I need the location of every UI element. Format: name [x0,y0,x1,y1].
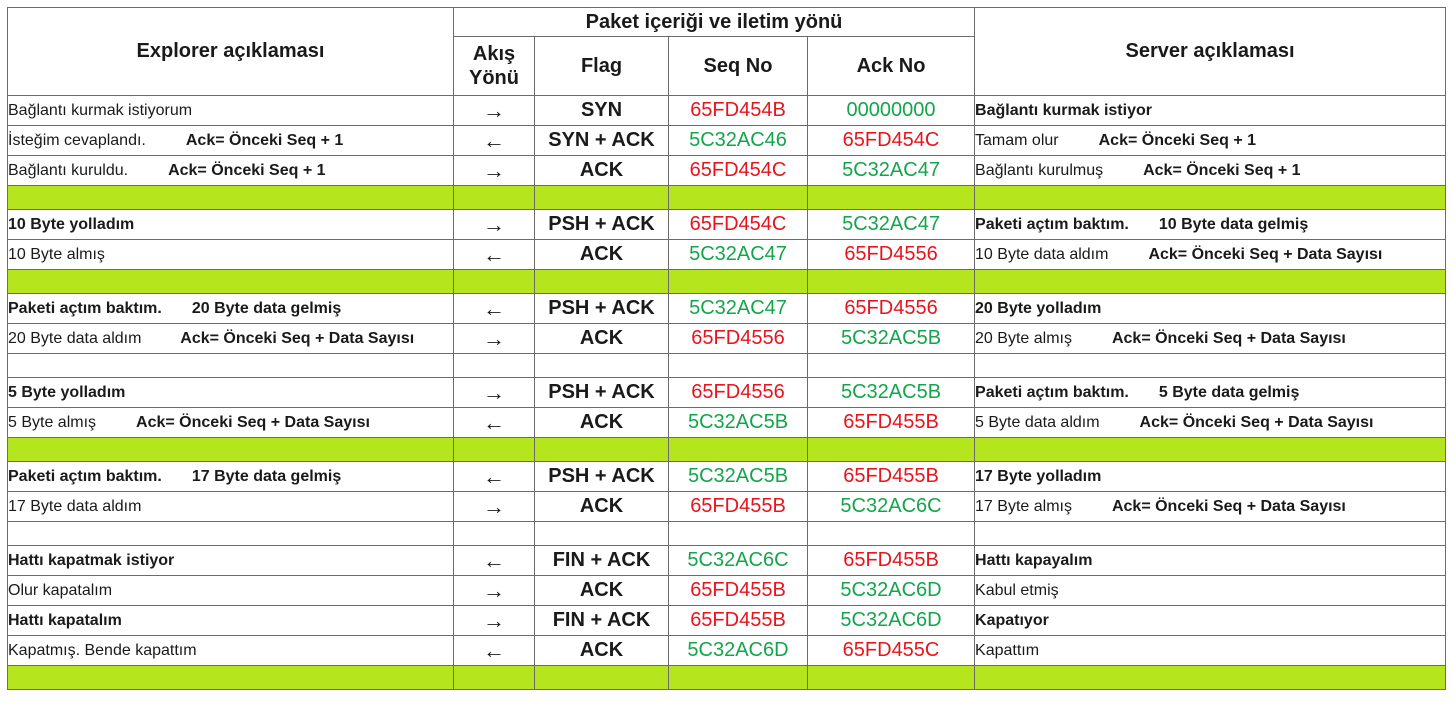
server-description-cell [975,210,1446,240]
server-ack-note: Ack= Önceki Seq + Data Sayısı [1111,329,1346,347]
arrow-left-icon: ← [454,408,535,438]
server-description-cell [975,462,1446,492]
ack-number-cell: 5C32AC6D [808,576,975,606]
explorer-ack-note: Ack= Önceki Seq + Data Sayısı [136,413,370,431]
flag-cell: SYN [535,96,669,126]
server-ack-note: Ack= Önceki Seq + 1 [1098,131,1257,149]
server-description: Paketi açtım baktım. [975,383,1129,401]
table-row [8,156,1446,186]
separator-cell [8,522,454,546]
separator-cell [535,666,669,690]
server-description-cell [975,492,1446,522]
separator-cell [808,666,975,690]
seq-number-cell: 65FD4556 [669,324,808,354]
explorer-description: 5 Byte almış [8,413,97,431]
arrow-left-icon: ← [454,240,535,270]
explorer-ack-note: Ack= Önceki Seq + 1 [185,131,344,149]
direction-header-line2: Yönü [469,67,519,89]
server-description: Kapatıyor [975,611,1049,629]
separator-cell [454,270,535,294]
header-row-top [8,8,1446,37]
server-description: 17 Byte yolladım [975,467,1102,485]
packet-group-header: Paket içeriği ve iletim yönü [454,8,975,37]
separator-cell [975,354,1446,378]
server-ack-note: 10 Byte data gelmiş [1158,215,1309,233]
server-description-cell [975,156,1446,186]
seq-number-cell: 5C32AC6D [669,636,808,666]
server-description-cell [975,636,1446,666]
flag-cell: SYN + ACK [535,126,669,156]
seq-number-cell: 5C32AC47 [669,294,808,324]
explorer-ack-note: 17 Byte data gelmiş [191,467,342,485]
arrow-right-icon: → [454,606,535,636]
explorer-description: 10 Byte yolladım [8,215,135,233]
ack-number-cell: 5C32AC5B [808,324,975,354]
arrow-right-icon: → [454,210,535,240]
server-description: Tamam olur [975,131,1059,149]
explorer-description-cell [8,492,454,522]
seq-number-cell: 65FD455B [669,606,808,636]
server-description-cell [975,240,1446,270]
explorer-description: 5 Byte yolladım [8,383,126,401]
separator-row [8,522,1446,546]
table-row [8,546,1446,576]
explorer-description: Olur kapatalım [8,581,113,599]
server-description: Bağlantı kurmak istiyor [975,101,1152,119]
table-row [8,378,1446,408]
table-body [8,96,1446,690]
separator-cell [669,666,808,690]
table-row [8,462,1446,492]
explorer-description: Bağlantı kurmak istiyorum [8,101,193,119]
server-description: 5 Byte data aldım [975,413,1100,431]
explorer-description-cell [8,378,454,408]
explorer-description-cell [8,636,454,666]
flag-cell: ACK [535,492,669,522]
separator-cell [669,270,808,294]
direction-header-line1: Akış [472,43,516,65]
explorer-description: 20 Byte data aldım [8,329,142,347]
server-ack-note: Ack= Önceki Seq + Data Sayısı [1111,497,1346,515]
separator-row [8,666,1446,690]
seq-number-cell: 65FD455B [669,492,808,522]
separator-cell [8,186,454,210]
separator-cell [454,438,535,462]
server-description: Bağlantı kurulmuş [975,161,1104,179]
arrow-left-icon: ← [454,462,535,492]
seq-number-cell: 5C32AC6C [669,546,808,576]
direction-header [454,37,535,96]
explorer-ack-note: Ack= Önceki Seq + Data Sayısı [180,329,415,347]
separator-cell [808,270,975,294]
table-row [8,210,1446,240]
arrow-right-icon: → [454,96,535,126]
explorer-description: Kapatmış. Bende kapattım [8,641,197,659]
server-description: 20 Byte almış [975,329,1072,347]
explorer-description-cell [8,462,454,492]
server-description: Kapattım [975,641,1040,659]
ack-number-cell: 65FD455B [808,546,975,576]
separator-cell [669,522,808,546]
separator-row [8,186,1446,210]
ack-number-cell: 65FD4556 [808,294,975,324]
table-row [8,96,1446,126]
flag-cell: PSH + ACK [535,210,669,240]
explorer-ack-note: Ack= Önceki Seq + 1 [168,161,326,179]
seq-number-cell: 5C32AC5B [669,462,808,492]
separator-cell [975,270,1446,294]
arrow-right-icon: → [454,324,535,354]
explorer-description: Hattı kapatalım [8,611,122,629]
server-description-cell [975,378,1446,408]
server-description-cell [975,324,1446,354]
table-row [8,492,1446,522]
explorer-description: İsteğim cevaplandı. [8,131,146,149]
separator-cell [975,666,1446,690]
explorer-description-cell [8,294,454,324]
table-row [8,636,1446,666]
explorer-description-cell [8,96,454,126]
separator-cell [8,354,454,378]
flag-cell: ACK [535,408,669,438]
separator-cell [535,186,669,210]
server-description: 20 Byte yolladım [975,299,1102,317]
seq-number-cell: 65FD4556 [669,378,808,408]
server-ack-note: 5 Byte data gelmiş [1158,383,1300,401]
server-description: 17 Byte almış [975,497,1072,515]
seq-number-cell: 65FD454C [669,210,808,240]
server-description-cell [975,546,1446,576]
explorer-description-cell [8,126,454,156]
arrow-left-icon: ← [454,546,535,576]
separator-cell [669,186,808,210]
seq-number-cell: 65FD455B [669,576,808,606]
arrow-right-icon: → [454,492,535,522]
ack-number-cell: 5C32AC6D [808,606,975,636]
ack-number-cell: 5C32AC5B [808,378,975,408]
explorer-description-cell [8,606,454,636]
arrow-right-icon: → [454,576,535,606]
explorer-description-cell [8,324,454,354]
server-header: Server açıklaması [975,8,1446,96]
explorer-description: Hattı kapatmak istiyor [8,551,175,569]
table-row [8,408,1446,438]
flag-cell: PSH + ACK [535,462,669,492]
explorer-description-cell [8,546,454,576]
arrow-right-icon: → [454,156,535,186]
separator-cell [454,354,535,378]
separator-cell [975,186,1446,210]
arrow-left-icon: ← [454,636,535,666]
separator-cell [535,522,669,546]
seq-number-cell: 5C32AC5B [669,408,808,438]
separator-cell [454,666,535,690]
arrow-left-icon: ← [454,294,535,324]
table-row [8,126,1446,156]
server-ack-note: Ack= Önceki Seq + Data Sayısı [1139,413,1374,431]
server-description-cell [975,408,1446,438]
separator-cell [454,522,535,546]
table-row [8,294,1446,324]
server-ack-note: Ack= Önceki Seq + 1 [1143,161,1301,179]
explorer-description-cell [8,240,454,270]
ack-number-cell: 65FD455C [808,636,975,666]
ack-number-cell: 65FD455B [808,408,975,438]
seq-number-cell: 5C32AC46 [669,126,808,156]
separator-cell [8,666,454,690]
ack-number-cell: 65FD4556 [808,240,975,270]
server-ack-note: Ack= Önceki Seq + Data Sayısı [1148,245,1383,263]
separator-cell [669,354,808,378]
ack-number-cell: 65FD454C [808,126,975,156]
flag-header: Flag [535,37,669,96]
separator-cell [8,270,454,294]
server-description-cell [975,126,1446,156]
separator-cell [535,438,669,462]
server-description: Paketi açtım baktım. [975,215,1129,233]
server-description-cell [975,576,1446,606]
seq-number-cell: 65FD454C [669,156,808,186]
seq-number-cell: 65FD454B [669,96,808,126]
explorer-description-cell [8,576,454,606]
separator-cell [8,438,454,462]
separator-cell [975,438,1446,462]
separator-cell [975,522,1446,546]
separator-cell [808,186,975,210]
arrow-left-icon: ← [454,126,535,156]
ack-number-cell: 5C32AC47 [808,210,975,240]
flag-cell: PSH + ACK [535,378,669,408]
separator-cell [669,438,808,462]
ack-number-cell: 5C32AC47 [808,156,975,186]
table-row [8,606,1446,636]
flag-cell: ACK [535,240,669,270]
separator-cell [535,270,669,294]
separator-row [8,354,1446,378]
table-row [8,324,1446,354]
server-description-cell [975,96,1446,126]
explorer-description: 17 Byte data aldım [8,497,142,515]
flag-cell: PSH + ACK [535,294,669,324]
separator-cell [808,354,975,378]
ack-number-cell: 5C32AC6C [808,492,975,522]
separator-cell [808,438,975,462]
ack-number-cell: 00000000 [808,96,975,126]
explorer-description: 10 Byte almış [8,245,105,263]
seq-header: Seq No [669,37,808,96]
explorer-ack-note: 20 Byte data gelmiş [191,299,342,317]
separator-row [8,438,1446,462]
explorer-description-cell [8,408,454,438]
explorer-description-cell [8,210,454,240]
table-row [8,240,1446,270]
server-description: Kabul etmiş [975,581,1059,599]
explorer-description: Bağlantı kuruldu. [8,161,129,179]
ack-header: Ack No [808,37,975,96]
tcp-handshake-table [7,7,1446,690]
flag-cell: ACK [535,324,669,354]
arrow-right-icon: → [454,378,535,408]
ack-number-cell: 65FD455B [808,462,975,492]
flag-cell: FIN + ACK [535,606,669,636]
server-description: Hattı kapayalım [975,551,1093,569]
flag-cell: ACK [535,576,669,606]
server-description-cell [975,294,1446,324]
flag-cell: ACK [535,636,669,666]
flag-cell: ACK [535,156,669,186]
flag-cell: FIN + ACK [535,546,669,576]
server-description: 10 Byte data aldım [975,245,1109,263]
separator-cell [454,186,535,210]
explorer-description: Paketi açtım baktım. [8,299,162,317]
explorer-header: Explorer açıklaması [8,8,454,96]
explorer-description-cell [8,156,454,186]
seq-number-cell: 5C32AC47 [669,240,808,270]
table-row [8,576,1446,606]
separator-cell [535,354,669,378]
separator-row [8,270,1446,294]
separator-cell [808,522,975,546]
explorer-description: Paketi açtım baktım. [8,467,162,485]
server-description-cell [975,606,1446,636]
